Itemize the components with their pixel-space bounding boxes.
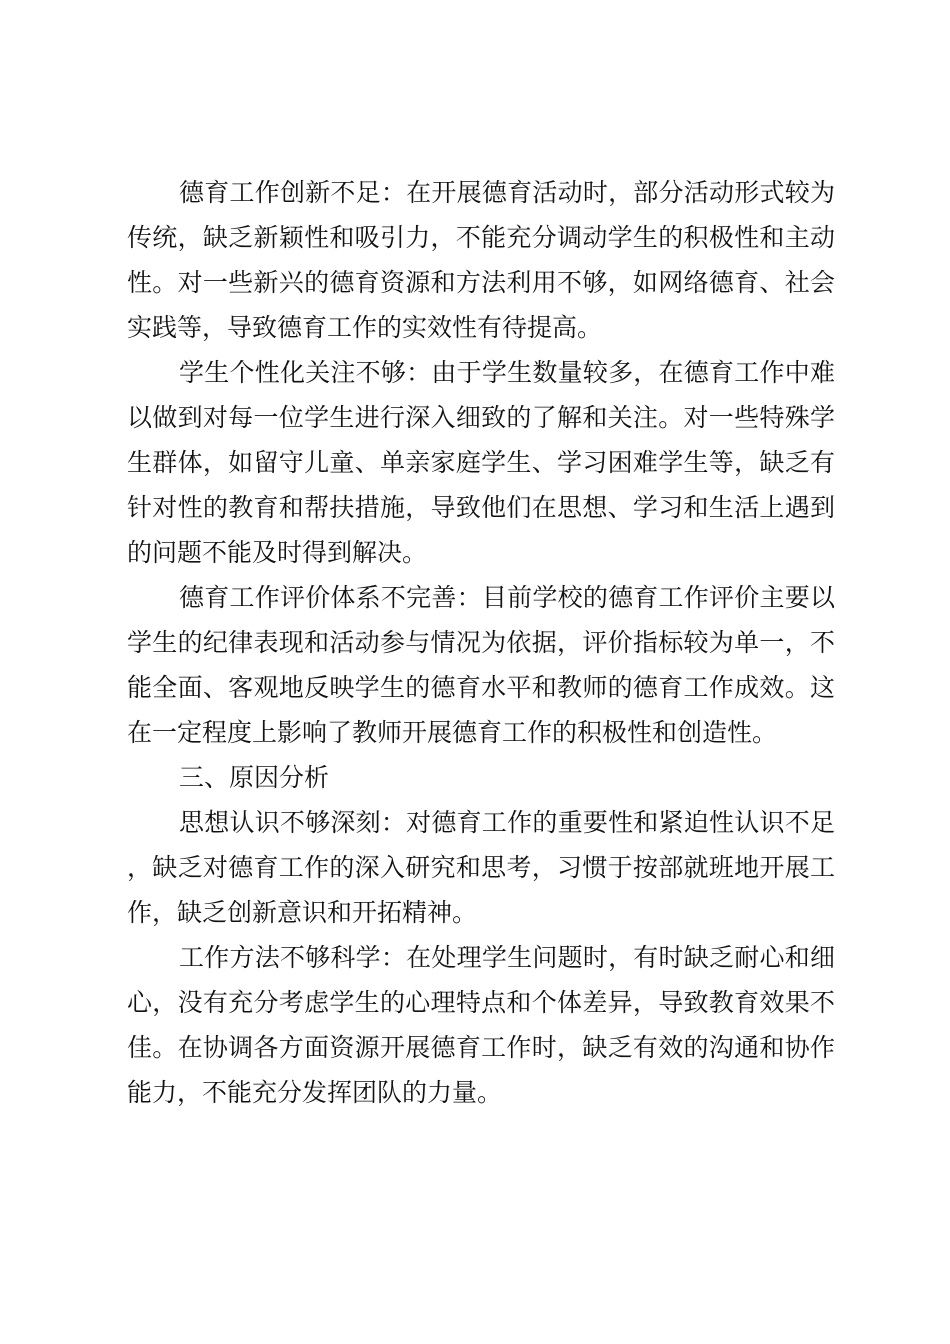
section-heading-cause-analysis: 三、原因分析 bbox=[179, 763, 330, 792]
paragraph-individual-attention: 学生个性化关注不够：由于学生数量较多，在德育工作中难以做到对每一位学生进行深入细致的了解和关注。对一些特殊学生群体，如留守儿童、单亲家庭学生、学习困难学生等，缺乏有针对性的教育和帮扶措施，导致他们在思想、学习和生活上遇到的问题不能及时得到解决。 bbox=[127, 358, 835, 567]
document-body bbox=[127, 170, 835, 1115]
paragraph-work-methods: 工作方法不够科学：在处理学生问题时，有时缺乏耐心和细心，没有充分考虑学生的心理特点和个体差异，导致教育效果不佳。在协调各方面资源开展德育工作时，缺乏有效的沟通和协作能力，不能充分发挥团队的力量。 bbox=[127, 943, 835, 1107]
paragraph-evaluation-system: 德育工作评价体系不完善：目前学校的德育工作评价主要以学生的纪律表现和活动参与情况为依据，评价指标较为单一，不能全面、客观地反映学生的德育水平和教师的德育工作成效。这在一定程度上影响了教师开展德育工作的积极性和创造性。 bbox=[127, 583, 835, 747]
paragraph-awareness: 思想认识不够深刻：对德育工作的重要性和紧迫性认识不足，缺乏对德育工作的深入研究和思考，习惯于按部就班地开展工作，缺乏创新意识和开拓精神。 bbox=[127, 808, 835, 927]
paragraph-innovation-shortfall: 德育工作创新不足：在开展德育活动时，部分活动形式较为传统，缺乏新颖性和吸引力，不能充分调动学生的积极性和主动性。对一些新兴的德育资源和方法利用不够，如网络德育、社会实践等，导致德育工作的实效性有待提高。 bbox=[127, 178, 835, 342]
